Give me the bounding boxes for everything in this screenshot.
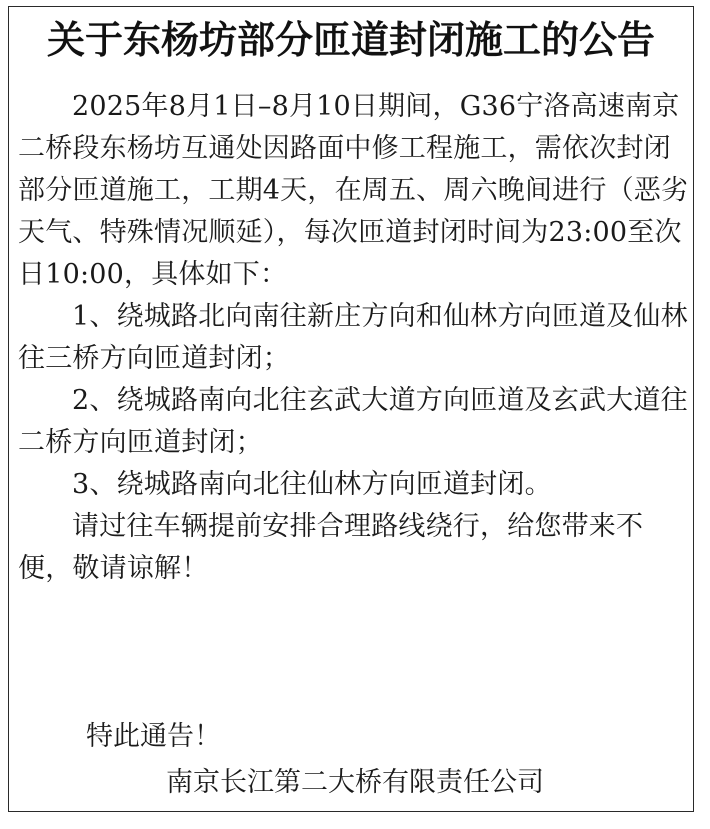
detour-request: 请过往车辆提前安排合理路线绕行，给您带来不便，敬请谅解！	[18, 511, 644, 584]
closure-item-1: 1、绕城路北向南往新庄方向和仙林方向匝道及仙林往三桥方向匝道封闭；	[18, 301, 688, 374]
intro-paragraph: 2025年8月1日–8月10日期间，G36宁洛高速南京二桥段东杨坊互通处因路面中修工程施工，需依次封闭部分匝道施工，工期4天，在周五、周六晚间进行（恶劣天气、特殊情况顺延），每次匝道封闭时间为23:00至次日10:00，具体如下：	[18, 91, 689, 290]
issuer-name: 南京长江第二大桥有限责任公司	[166, 767, 544, 798]
closure-item-3: 3、绕城路南向北往仙林方向匝道封闭。	[72, 469, 552, 500]
closure-item-2: 2、绕城路南向北往玄武大道方向匝道及玄武大道往二桥方向匝道封闭；	[18, 385, 688, 458]
notice-body	[18, 86, 694, 590]
notice-title: 关于东杨坊部分匝道封闭施工的公告	[46, 18, 655, 62]
closing-line: 特此通告！	[86, 721, 221, 752]
